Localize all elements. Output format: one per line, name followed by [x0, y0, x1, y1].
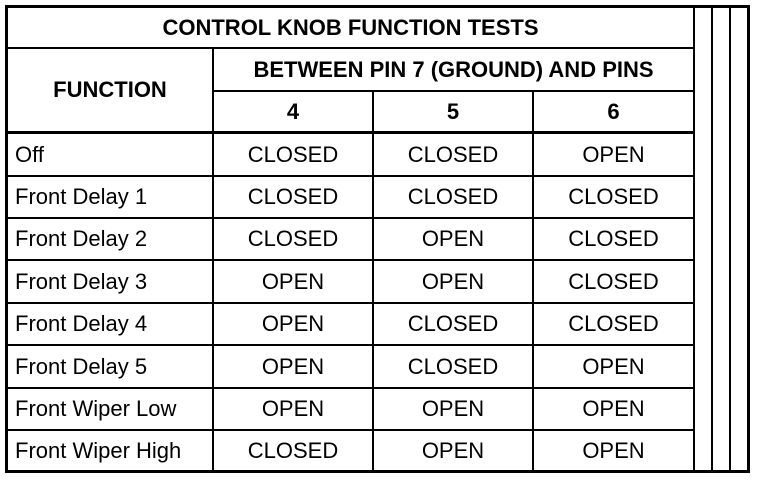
pin-5-cell: OPEN [421, 268, 485, 294]
pin-5-cell: CLOSED [407, 141, 499, 167]
function-cell: Front Wiper Low [15, 396, 177, 421]
pin-5-cell: CLOSED [407, 353, 499, 379]
function-cell: Off [15, 141, 44, 167]
pin-4-cell: CLOSED [247, 226, 339, 251]
table-title: CONTROL KNOB FUNCTION TESTS [162, 14, 539, 40]
pin-6-cell: OPEN [582, 396, 645, 421]
pin-4-cell: OPEN [261, 396, 325, 421]
pin-6-cell: OPEN [582, 141, 645, 167]
margin-column-divider [729, 5, 731, 473]
pin-4-header: 4 [286, 98, 300, 124]
pin-6-cell: CLOSED [568, 184, 659, 209]
function-cell: Front Delay 1 [15, 184, 148, 209]
function-cell: Front Delay 2 [15, 226, 148, 251]
function-cell: Front Delay 4 [15, 311, 148, 336]
function-cell: Front Delay 5 [15, 353, 148, 379]
pin-6-cell: CLOSED [568, 226, 659, 251]
pin-4-cell: OPEN [261, 353, 325, 379]
pin-4-cell: CLOSED [247, 184, 339, 209]
pin-4-cell: OPEN [261, 268, 325, 294]
pin-5-cell: OPEN [421, 437, 485, 463]
pin-4-cell: OPEN [261, 311, 325, 336]
pin-6-header: 6 [607, 98, 620, 124]
pin-6-cell: OPEN [582, 353, 645, 379]
pin-5-cell: CLOSED [407, 184, 499, 209]
pin-5-cell: CLOSED [407, 311, 499, 336]
pin-5-header: 5 [446, 98, 460, 124]
pin-6-cell: CLOSED [568, 311, 659, 336]
margin-column-divider [711, 5, 713, 473]
pin-4-cell: CLOSED [247, 437, 339, 463]
pin-6-cell: CLOSED [568, 268, 659, 294]
pin-6-cell: OPEN [582, 437, 645, 463]
pin-5-cell: OPEN [421, 226, 485, 251]
pin-4-cell: CLOSED [247, 141, 339, 167]
function-column-header: FUNCTION [53, 77, 167, 102]
pin-group-header: BETWEEN PIN 7 (GROUND) AND PINS [253, 56, 654, 82]
function-cell: Front Delay 3 [15, 268, 148, 294]
function-cell: Front Wiper High [15, 437, 182, 463]
pin-5-cell: OPEN [421, 396, 485, 421]
margin-column-divider [693, 5, 695, 473]
